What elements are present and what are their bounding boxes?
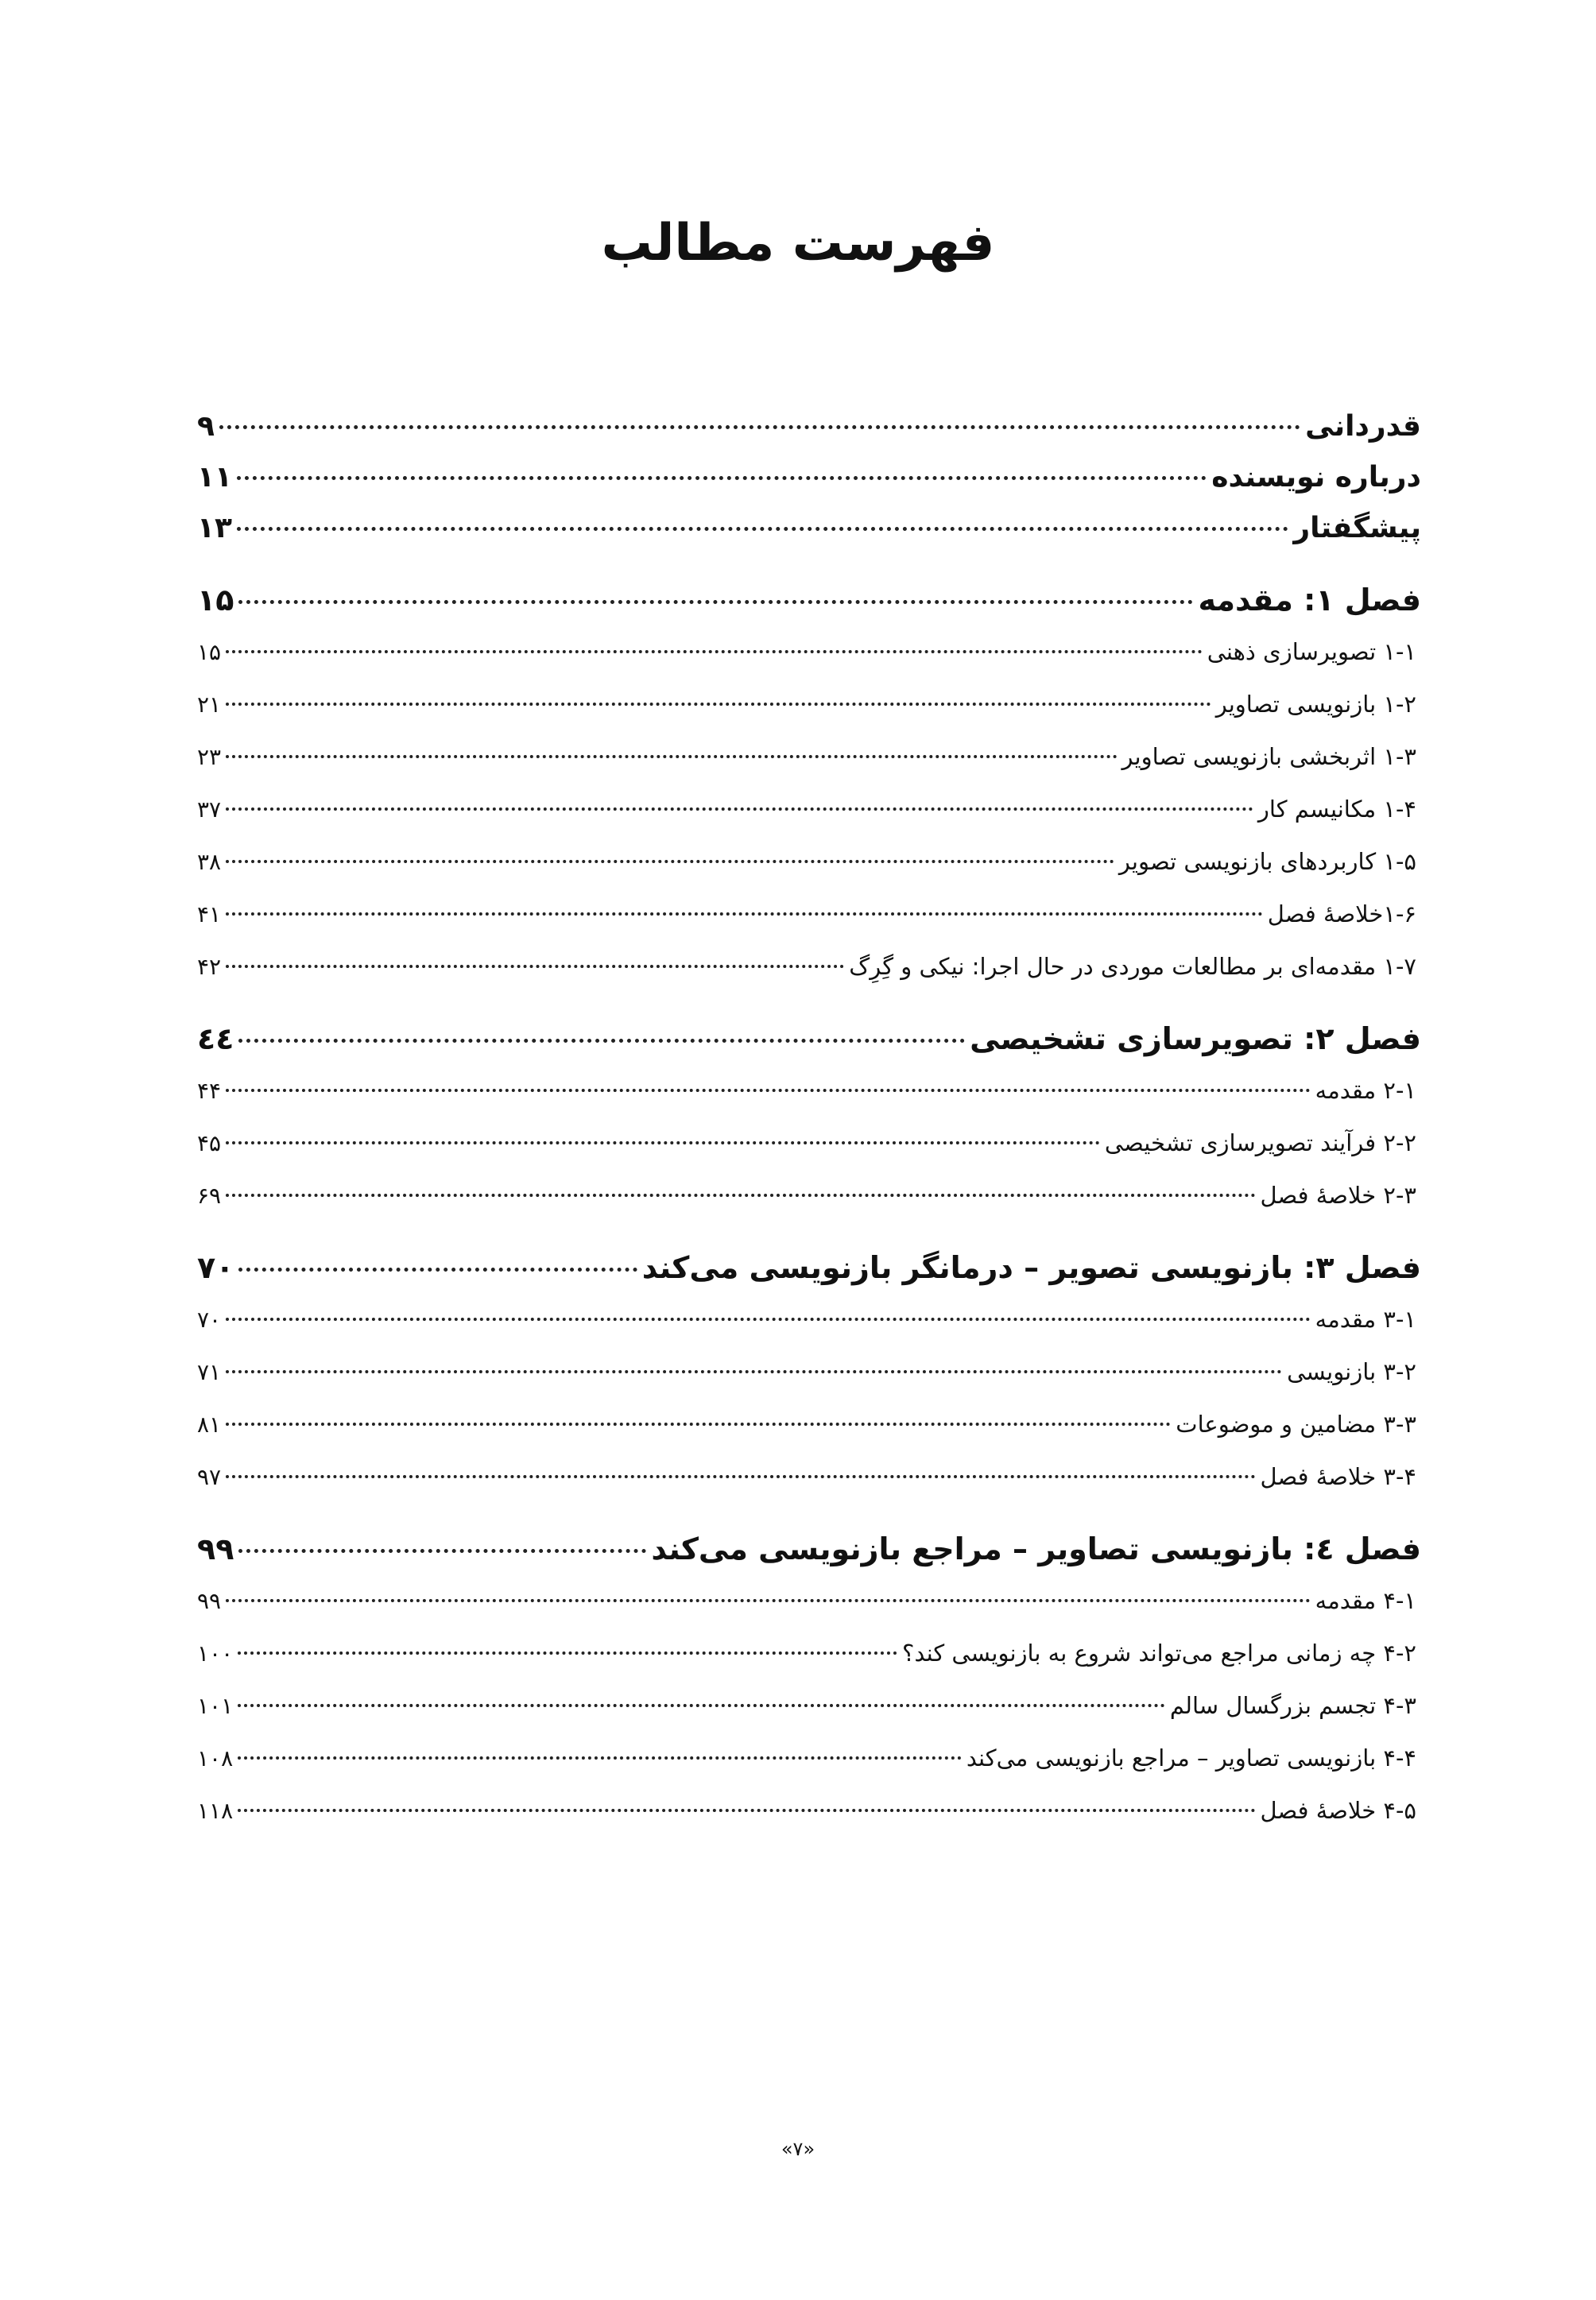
dot-leader [237,527,1288,531]
toc-chapter-label: فصل ۱: مقدمه [1198,583,1421,618]
toc-page-number: ۱۰۰ [197,1640,234,1667]
toc-section-label: ۱-۱ تصویرسازی ذهنی [1207,638,1416,665]
toc-page-number: ۴۴ [197,1078,222,1104]
dot-leader [237,476,1207,480]
toc-entry-label: پیشگفتار [1293,512,1421,544]
toc-section-2-2[interactable] [197,1117,1421,1169]
dot-leader [238,600,1193,604]
dot-leader [238,1704,1165,1707]
dot-leader [238,1268,637,1272]
toc-section-1-7[interactable] [197,940,1421,993]
toc-section-label: ۱-۵ کاربردهای بازنویسی تصویر [1118,848,1416,875]
toc-entry-label: قدردانی [1305,410,1421,443]
dot-leader [226,1141,1100,1144]
toc-page-number: ۱۰۸ [197,1745,234,1771]
dot-leader [226,860,1114,863]
toc-section-1-3[interactable] [197,730,1421,783]
toc-page-number: ۱۵ [197,639,222,665]
toc-section-label: ۲-۲ فرآیند تصویرسازی تشخیصی [1104,1129,1416,1156]
toc-page-number: ۱۱ [197,461,232,494]
dot-leader [226,1194,1255,1197]
dot-leader [226,755,1117,758]
page-number-footer: «۷» [781,2138,815,2160]
toc-section-3-1[interactable] [197,1293,1421,1346]
toc-section-label: ۲-۳ خلاصهٔ فصل [1260,1182,1416,1209]
toc-page-number: ۹۷ [197,1464,222,1490]
toc-page-number: ۶۹ [197,1183,222,1209]
toc-section-label: ۱-۷ مقدمه‌ای بر مطالعات موردی در حال اجرا: نیکی و گِرِگ [849,953,1416,980]
dot-leader [226,1318,1311,1321]
toc-page-number: ۹۹ [197,1531,234,1566]
dot-leader [226,1475,1255,1478]
toc-section-2-3[interactable] [197,1169,1421,1222]
toc-chapter-3[interactable] [197,1242,1421,1293]
toc-entry-about-author[interactable] [197,452,1421,503]
dot-leader [238,1756,962,1760]
dot-leader [238,1549,646,1553]
toc-section-4-1[interactable] [197,1574,1421,1627]
dot-leader [226,1089,1311,1092]
dot-leader [226,1599,1311,1602]
toc-section-2-1[interactable] [197,1064,1421,1117]
toc-section-label: ۱-۳ اثربخشی بازنویسی تصاویر [1121,743,1416,770]
toc-page-number: ۳۷ [197,796,222,823]
toc-page-number: ۳۸ [197,849,222,875]
dot-leader [238,1039,965,1043]
toc-chapter-label: فصل ۲: تصویرسازی تشخیصی [970,1021,1421,1056]
dot-leader [226,703,1211,706]
toc-section-1-4[interactable] [197,783,1421,835]
toc-section-3-3[interactable] [197,1398,1421,1450]
dot-leader [226,1370,1282,1373]
toc-section-label: ۴-۳ تجسم بزرگسال سالم [1169,1692,1416,1719]
dot-leader [238,1651,897,1655]
dot-leader [238,1809,1255,1812]
toc-section-label: ۴-۵ خلاصهٔ فصل [1260,1797,1416,1824]
toc-section-label: ۳-۱ مقدمه [1315,1306,1416,1333]
toc-page-number: ۷۱ [197,1359,222,1385]
toc-section-label: ۱-۴ مکانیسم کار [1257,796,1416,823]
toc-section-1-6[interactable] [197,888,1421,940]
toc-section-4-5[interactable] [197,1784,1421,1837]
toc-section-label: ۴-۴ بازنویسی تصاویر – مراجع بازنویسی می‌کند [966,1744,1416,1771]
toc-chapter-2[interactable] [197,1013,1421,1064]
toc-page-number: ۴۲ [197,954,222,980]
toc-section-4-4[interactable] [197,1732,1421,1784]
dot-leader [226,912,1263,916]
toc-page-number: ۴۵ [197,1130,222,1156]
toc-page-number: ۸۱ [197,1411,222,1438]
toc-page-number: ۷۰ [197,1307,222,1333]
toc-section-label: ۳-۴ خلاصهٔ فصل [1260,1463,1416,1490]
toc-section-label: ۳-۳ مضامین و موضوعات [1176,1411,1416,1438]
toc-section-1-1[interactable] [197,625,1421,678]
toc-section-label: ۴-۱ مقدمه [1315,1587,1416,1614]
toc-section-4-3[interactable] [197,1679,1421,1732]
toc-section-label: ۴-۲ چه زمانی مراجع می‌تواند شروع به بازنویسی کند؟ [902,1640,1416,1667]
toc-chapter-1[interactable] [197,575,1421,625]
toc-section-label: ۳-۲ بازنویسی [1287,1358,1416,1385]
toc-entry-preface[interactable] [197,503,1421,554]
toc-section-3-4[interactable] [197,1450,1421,1503]
toc-section-label: ۲-۱ مقدمه [1315,1077,1416,1104]
toc-page-number: ۲۱ [197,691,222,718]
toc-page-number: ۱۱۸ [197,1798,234,1824]
toc-chapter-label: فصل ۳: بازنویسی تصویر – درمانگر بازنویسی می‌کند [641,1250,1421,1285]
toc-page-number: ۴۱ [197,901,222,927]
toc-chapter-4[interactable] [197,1524,1421,1574]
toc-page-number: ۱۰۱ [197,1693,234,1719]
toc-page-number: ۹ [197,410,215,443]
dot-leader [226,650,1203,653]
toc-section-1-2[interactable] [197,678,1421,730]
toc-entry-label: درباره نویسنده [1211,461,1421,494]
toc-page-number: ۱۳ [197,512,232,544]
toc-entry-acknowledgements[interactable] [197,401,1421,452]
toc-page-number: ۲۳ [197,744,222,770]
toc-section-3-2[interactable] [197,1346,1421,1398]
toc-page-number: ٤٤ [197,1021,234,1056]
table-of-contents [197,401,1421,1837]
dot-leader [226,807,1253,811]
toc-page-number: ۹۹ [197,1588,222,1614]
toc-section-label: ۱-۲ بازنویسی تصاویر [1215,691,1416,718]
toc-page-number: ۱۵ [197,583,234,618]
toc-chapter-label: فصل ٤: بازنویسی تصاویر – مراجع بازنویسی می‌کند [651,1531,1421,1566]
dot-leader [226,965,844,968]
toc-section-4-2[interactable] [197,1627,1421,1679]
toc-section-1-5[interactable] [197,835,1421,888]
toc-section-label: ۱-۶خلاصهٔ فصل [1267,900,1416,927]
dot-leader [219,425,1300,429]
page-title: فهرست مطالب [601,214,995,273]
toc-page-number: ۷۰ [197,1250,234,1285]
dot-leader [226,1423,1171,1426]
